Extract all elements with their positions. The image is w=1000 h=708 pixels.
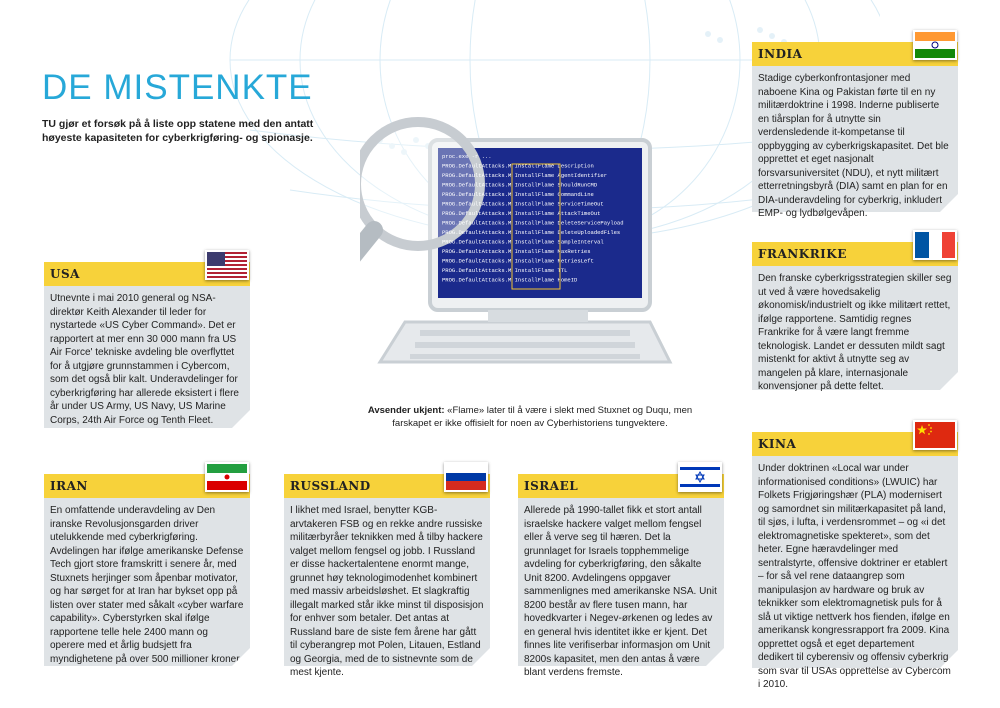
caption-label: Avsender ukjent: xyxy=(367,405,445,416)
card-usa xyxy=(44,262,250,428)
iran-flag-icon xyxy=(205,462,249,492)
country-name-israel: ISRAEL xyxy=(524,479,579,493)
card-russland-text: I likhet med Israel, benytter KGB-arvtakeren FSB og en rekke andre russiske militærbyråer teknikken med å tilby hackere valget mellom fengsel og jobb. I Russland er disse hackertalentene enormt mange, grunnet høy teknologimodenhet kombinert med massiv arbeidsløshet. Et slagkraftig illegalt marked står ikke minst til disposisjon for enhver som betaler. Det antas at Russland bare de siste fem årene har gått til cyberangrep mot Polen, Litauen, Estland og Georgia, med de to sistnevnte som de mest kjente. xyxy=(290,505,484,678)
illustration-caption xyxy=(360,405,700,431)
card-iran xyxy=(44,474,250,666)
card-israel-text: Allerede på 1990-tallet fikk et stort antall israelske hackere valget mellom fengsel eller å verve seg til hæren. Det la grunnlaget for Israels topphemmelige avdeling for cyberkrigføring, den såkalte Unit 8200. Avdelingens oppgaver sammenlignes med amerikanske NSA. Unit 8200 består av flere tusen mann, har hovedkvarter i Negev-ørkenen og ledes av en general hvis identitet ikke er kjent. Det finnes lite verifiserbar informasjon om Unit 8200s kapasitet, men den antas å være blant verdens fremste. xyxy=(524,505,717,678)
usa-flag-icon xyxy=(205,250,249,280)
screen-code-line: PROG.DefaultAttacks.M InstallFlame HomeID xyxy=(442,276,578,284)
caption-text: «Flame» later til å være i slekt med Stuxnet og Duqu, men farskapet er ikke offisielt for noen av Cyberhistoriens tungvektere. xyxy=(392,405,693,429)
china-flag-icon xyxy=(913,420,957,450)
card-india xyxy=(752,42,958,219)
card-israel xyxy=(518,474,724,678)
card-frankrike-text: Den franske cyberkrigsstrategien skiller seg ut ved å være hovedsakelig økonomisk/industrielt og ikke militært rettet, ifølge rapportene. Samtidig regnes Frankrike for å være langt fremme teknologisk. Landet er dessuten mildt sagt mistenkt for aktivt å utnytte seg av mangelen på klare, internasjonale konvensjoner på dette feltet. xyxy=(758,273,952,392)
screen-code-line: PROG.DefaultAttacks.M InstallFlame ServiceTimeOut xyxy=(442,200,604,208)
card-kina-text: Under doktrinen «Local war under informationised conditions» (LWUIC) har Folkets Frigjøringshær (PLA) modernisert og samordnet sin militærkapasitet på land, til sjøs, i lufta, i verdensrommet – og «i det elektromagnetiske spekteret», som det heter. Egne hæravdelinger med sentralstyrte, offensive doktriner er etablert – for så vel rene dataangrep som manipulasjon av hardware og bruk av teknikker som elektromagnetisk puls for å slå ut viktige nettverk hos fienden, ifølge en amerikansk kongressrapport fra 2009. Kina opprettet også et eget departement dedikert til cyberensiv og offensiv cyberkrig som svar til USAs opprettelse av Cybercom i 2010. xyxy=(758,463,951,690)
screen-code-line: PROG.DefaultAttacks.M InstallFlame TTL xyxy=(442,267,568,274)
country-name-kina: KINA xyxy=(758,437,797,451)
screen-code-line: PROG.DefaultAttacks.M InstallFlame RetriesLeft xyxy=(442,257,594,265)
screen-code-line: PROG.DefaultAttacks.M InstallFlame SampleInterval xyxy=(442,238,604,246)
screen-code-line: PROG.DefaultAttacks.M InstallFlame Description xyxy=(442,162,594,170)
card-frankrike xyxy=(752,242,958,390)
computer-illustration xyxy=(360,112,690,402)
card-india-text: Stadige cyberkonfrontasjoner med naboene Kina og Pakistan førte til en ny militærdoktrine i 1998. Inderne publiserte en tiårsplan for å utnytte sin verdensledende it-kompetanse til oppbygging av cyberkrigskapasitet. Det ble opprettet et eget nasjonalt forsvarsuniversitet (NDU), et nytt militært etterretningsbyrå (DIA) samt en plan for en DIA-underavdeling for cyberkrig, inkludert EMP- og lydbølgevåpen. xyxy=(758,73,949,219)
card-kina xyxy=(752,432,958,690)
corner-fold xyxy=(940,650,958,668)
country-name-russland: RUSSLAND xyxy=(290,479,371,493)
country-name-frankrike: FRANKRIKE xyxy=(758,247,847,261)
corner-fold xyxy=(940,194,958,212)
screen-code-line: PROG.DefaultAttacks.M InstallFlame AgentIdentifier xyxy=(442,172,608,179)
country-name-iran: IRAN xyxy=(50,479,88,493)
card-iran-text: En omfattende underavdeling av Den iranske Revolusjonsgarden driver utelukkende med cyberkrigføring. Avdelingen har ifølge amerikanske Defense Tech gjort store framskritt i senere år, med Stuxnets herjinger som åpenbar motivator, og har sørget for at Iran har bykset opp på listen over stater med såkalt «cyber warfare capability». Cyberstyrken skal ifølge rapportene telle hele 2400 mann og operere med et årlig budsjett fra myndighetene på over 500 millioner kroner. xyxy=(50,505,244,665)
country-name-usa: USA xyxy=(50,267,80,281)
screen-code-line: PROG.DefaultAttacks.M InstallFlame MaxRetries xyxy=(442,248,591,255)
france-flag-icon xyxy=(913,230,957,260)
page-title: DE MISTENKTE xyxy=(42,68,313,107)
screen-code-line: PROG.DefaultAttacks.M InstallFlame CommandLine xyxy=(442,191,594,198)
card-russland xyxy=(284,474,490,678)
card-usa-text: Utnevnte i mai 2010 general og NSA-direktør Keith Alexander til leder for nystartede «US Cyber Command». Det er rapportert at mer enn 30 000 mann fra US Air Force' tekniske avdeling ble overflyttet for å utgjøre grunnstammen i Cybercom, som det også blir kalt. Underavdelinger for cyberkrigføring har allerede eksistert i flere år under US Army, US Navy, US Marine Corps, 24th Air Force og Tenth Fleet. xyxy=(50,293,239,426)
corner-fold xyxy=(472,648,490,666)
corner-fold xyxy=(232,410,250,428)
screen-code-line: proc.exe -r ... xyxy=(442,153,492,160)
russia-flag-icon xyxy=(444,462,488,492)
screen-code-line: PROG.DefaultAttacks.M InstallFlame DeleteServicePayload xyxy=(442,219,624,227)
india-flag-icon xyxy=(913,30,957,60)
corner-fold xyxy=(232,648,250,666)
screen-code-line: PROG.DefaultAttacks.M InstallFlame DeleteUploadedFiles xyxy=(442,229,621,236)
country-name-india: INDIA xyxy=(758,47,803,61)
screen-code-line: PROG.DefaultAttacks.M InstallFlame AttackTimeOut xyxy=(442,210,601,217)
corner-fold xyxy=(706,648,724,666)
screen-code-line: PROG.DefaultAttacks.M InstallFlame ShouldRunCMD xyxy=(442,181,598,189)
israel-flag-icon xyxy=(678,462,722,492)
corner-fold xyxy=(940,372,958,390)
page-intro: TU gjør et forsøk på å liste opp statene med den antatt høyeste kapasiteten for cyberkrigføring- og spionasje. xyxy=(42,118,314,144)
